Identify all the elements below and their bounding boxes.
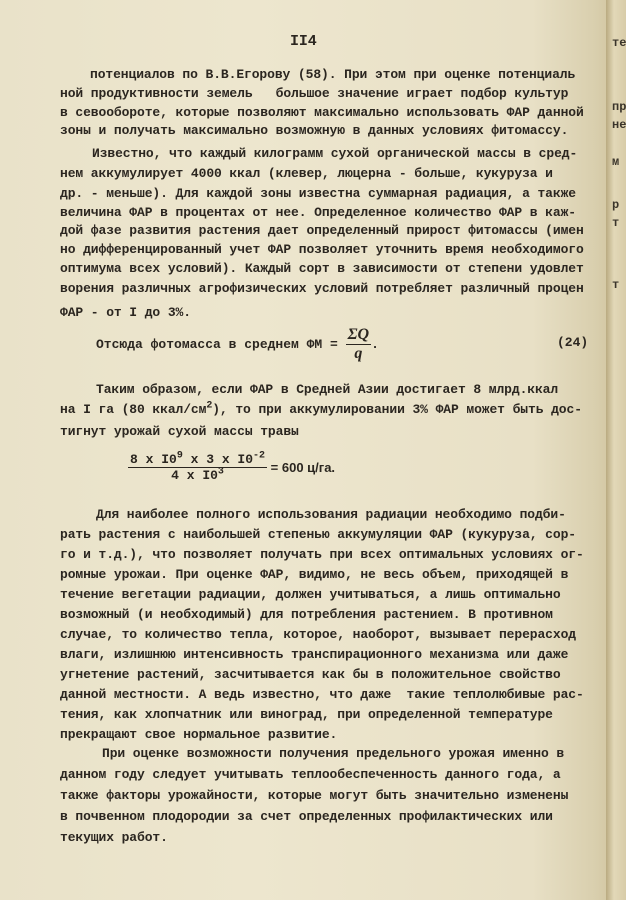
adjacent-page-fragment: пр [612, 100, 626, 114]
text-line: оптимума всех условий). Каждый сорт в зависимости от степени удовлет [60, 261, 584, 276]
text-line: Для наиболее полного использования радиации необходимо подби- [96, 507, 566, 522]
equation-row [96, 326, 379, 363]
exponent: 3 [217, 466, 224, 478]
yield-formula-row [128, 452, 335, 483]
adjacent-page-fragment: т [612, 216, 620, 230]
text-line: го и т.д.), что позволяет получать при всех оптимальных условиях ог- [60, 547, 584, 562]
text-line: др. - меньше). Для каждой зоны известна суммарная радиация, а также [60, 186, 576, 201]
equation-fraction [346, 326, 371, 363]
text-line: текущих работ. [60, 830, 168, 845]
fraction-numerator: ΣQ [347, 326, 370, 343]
exponent: -2 [253, 450, 266, 462]
text-line: рать растения с наибольшей степенью аккумуляции ФАР (кукуруза, сор- [60, 527, 576, 542]
text-line: случае, то количество тепла, которое, наоборот, вызывает перерасход [60, 627, 576, 642]
text-line: тигнут урожай сухой массы травы [60, 424, 299, 439]
adjacent-page-fragment: т [612, 278, 620, 292]
text-line: ной продуктивности земель большое значение играет подбор культур [60, 86, 569, 101]
fraction-denominator: q [354, 345, 363, 362]
yield-formula [128, 452, 267, 483]
text-line: нем аккумулирует 4000 ккал (клевер, люцерна - больше, кукуруза и [60, 166, 553, 181]
text-line: в севообороте, которые позволяют максимально использовать ФАР данной [60, 105, 584, 120]
fraction-denominator [171, 468, 224, 483]
text-line: величина ФАР в процентах от нее. Определенное количество ФАР в каж- [60, 205, 576, 220]
text-line: также факторы урожайности, которые могут быть значительно изменены [60, 788, 569, 803]
text-line [60, 402, 582, 418]
equation-text: Отсюда фотомасса в среднем ФМ = [96, 337, 346, 352]
superscript: 2 [206, 400, 213, 412]
text-segment: на I га (80 ккал/см [60, 402, 207, 417]
text-line: ромные урожаи. При оценке ФАР, видимо, не весь объем, приходящей в [60, 567, 569, 582]
text-line: данном году следует учитывать теплообеспеченность данного года, а [60, 767, 561, 782]
text-line: Известно, что каждый килограмм сухой органической массы в сред- [92, 146, 578, 161]
exponent: 9 [176, 450, 183, 462]
text-line: но дифференцированный учет ФАР позволяет уточнить время необходимого [60, 242, 584, 257]
equation-tail: . [371, 337, 379, 352]
text-line: влаги, излишнюю интенсивность транспирационного механизма или даже [60, 647, 569, 662]
adjacent-page-fragment: не [612, 118, 626, 132]
text-line: ворения различных агрофизических условий потребляет различный процен [60, 281, 584, 296]
text-line: тения, как хлопчатник или виноград, при определенной температуре [60, 707, 553, 722]
adjacent-page-fragment: м [612, 155, 620, 169]
text-line: дой фазе развития растения дает определенный прирост фитомассы (имен [60, 223, 584, 238]
text-line: возможный (и необходимый) для потребления растением. В противном [60, 607, 553, 622]
text-line: течение вегетации радиации, должен учитываться, а лишь оптимально [60, 587, 561, 602]
text-line: потенциалов по В.В.Егорову (58). При этом при оценке потенциаль [90, 67, 576, 82]
page-number: II4 [290, 33, 317, 50]
term: x 3 x I0 [182, 452, 254, 467]
text-line: ФАР - от I до 3%. [60, 305, 191, 320]
adjacent-page-fragment: те [612, 36, 626, 50]
fraction-numerator [128, 452, 267, 468]
equation-number: (24) [557, 335, 589, 350]
adjacent-page-edge [606, 0, 626, 900]
formula-result: = 600 ц/га. [267, 460, 336, 475]
text-segment: ), то при аккумулировании 3% ФАР может быть дос- [212, 402, 582, 417]
text-line: Таким образом, если ФАР в Средней Азии достигает 8 млрд.ккал [96, 382, 559, 397]
adjacent-page-fragment: р [612, 198, 620, 212]
text-line: в почвенном плодородии за счет определенных профилактических или [60, 809, 553, 824]
text-line: При оценке возможности получения предельного урожая именно в [102, 746, 565, 761]
term: 8 x I0 [130, 452, 177, 467]
text-line: угнетение растений, засчитывается как бы в положительное свойство [60, 667, 561, 682]
text-line: зоны и получать максимально возможную в данных условиях фитомассу. [60, 123, 569, 138]
text-line: прекращают свое нормальное развитие. [60, 727, 338, 742]
term: 4 x I0 [171, 468, 218, 483]
text-line: данной местности. А ведь известно, что даже такие теплолюбивые рас- [60, 687, 584, 702]
